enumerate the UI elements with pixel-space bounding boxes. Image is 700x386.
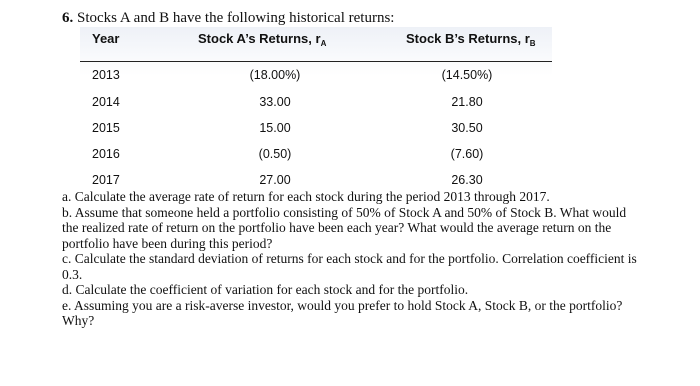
returns-table — [80, 27, 552, 189]
cell-year: 2014 — [92, 95, 120, 109]
problem-number: 6. — [62, 10, 74, 26]
cell-stock-a-return: 27.00 — [259, 173, 291, 187]
problem-prompt: Stocks A and B have the following historical returns: — [77, 10, 395, 26]
cell-year: 2015 — [92, 121, 120, 135]
table-row — [80, 146, 552, 166]
question-a: a. Calculate the average rate of return for each stock during the period 2013 through 2017. — [62, 189, 550, 204]
table-row — [80, 94, 552, 114]
cell-year: 2013 — [92, 68, 120, 82]
header-stock-a-subscript: A — [320, 39, 327, 48]
header-stock-a — [198, 31, 326, 52]
header-divider — [80, 61, 552, 62]
cell-stock-b-return: 30.50 — [451, 121, 483, 135]
cell-stock-b-return: (14.50%) — [441, 68, 493, 82]
cell-stock-b-return: 26.30 — [451, 173, 483, 187]
cell-stock-a-return: 33.00 — [259, 95, 291, 109]
cell-year: 2017 — [92, 173, 120, 187]
header-stock-a-label: Stock A’s Returns, r — [198, 31, 321, 46]
table-row — [80, 67, 552, 87]
cell-stock-b-return: 21.80 — [451, 95, 483, 109]
question-b: b. Assume that someone held a portfolio consisting of 50% of Stock A and 50% of Stock B. What would the realized rate of return on the portfolio have been each year? What would the average return on the portfolio have been during this period? — [62, 204, 627, 251]
cell-stock-a-return: (18.00%) — [249, 68, 301, 82]
question-c: c. Calculate the standard deviation of returns for each stock and for the portfolio. Correlation coefficient is 0.3. — [62, 251, 637, 282]
question-d: d. Calculate the coefficient of variation for each stock and for the portfolio. — [62, 282, 469, 297]
table-row — [80, 120, 552, 140]
header-stock-b — [406, 31, 536, 52]
cell-stock-a-return: (0.50) — [258, 147, 292, 161]
question-e: e. Assuming you are a risk-averse investor, would you prefer to hold Stock A, Stock B, or the portfolio? Why? — [62, 297, 623, 328]
header-year: Year — [92, 31, 120, 46]
header-stock-b-label: Stock B’s Returns, r — [406, 31, 530, 46]
problem-heading — [62, 9, 394, 27]
cell-stock-b-return: (7.60) — [450, 147, 484, 161]
cell-stock-a-return: 15.00 — [259, 121, 291, 135]
question-list — [62, 189, 642, 329]
cell-year: 2016 — [92, 147, 120, 161]
header-stock-b-subscript: B — [529, 39, 536, 48]
